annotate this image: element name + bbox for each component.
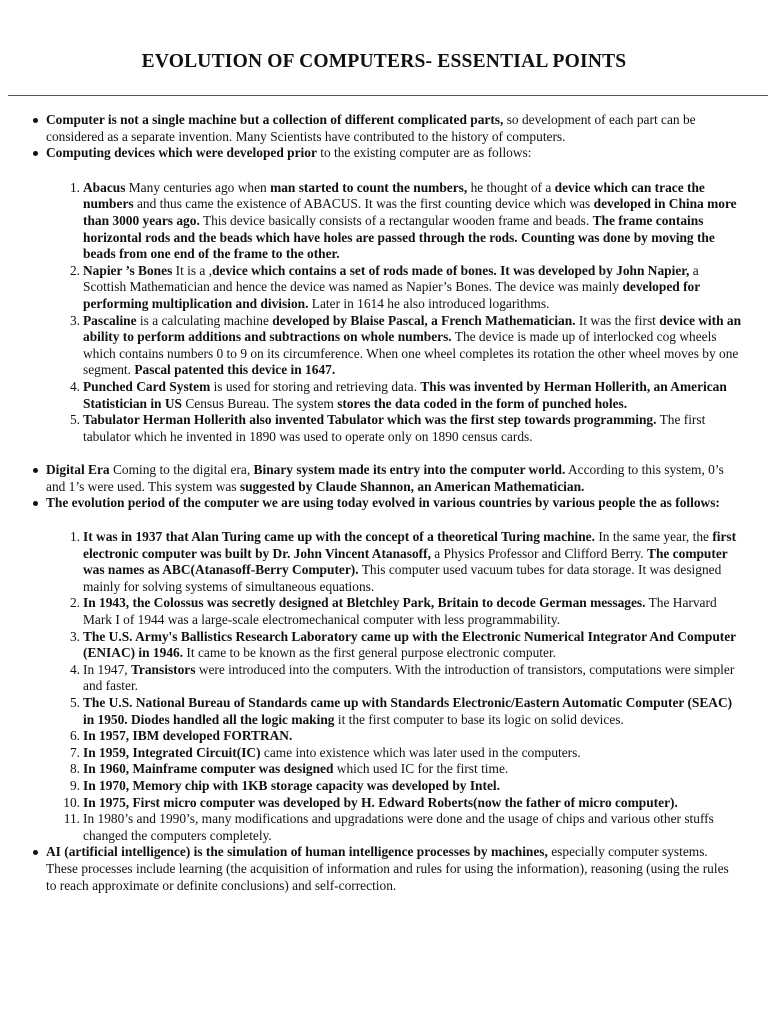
list-item-colossus: 2. In 1943, the Colossus was secretly designed at Bletchley Park, Britain to decode German messages. The Harvard Mark I of 1944 was a large-scale electromechanical computer with less programmability. — [69, 595, 717, 628]
evolution-list — [46, 529, 742, 844]
list-item-eniac: 3. The U.S. Army's Ballistics Research Laboratory came up with the Electronic Numerical Integrator And Computer (ENIAC) in 1946. It came to be known as the first general purpose electronic computer. — [69, 628, 736, 661]
list-item-transistors: 4. In 1947, Transistors were introduced into the computers. With the introduction of transistors, computations were simpler and faster. — [69, 661, 735, 694]
list-item-napiers-bones: 2. Napier ’s Bones It is a ,device which contains a set of rods made of bones. It was developed by John Napier, a Scottish Mathematician and hence the device was named as Napier’s Bones. The device was mainly developed for performing multiplication and division. Later in 1614 he also introduced logarithms. — [69, 262, 700, 311]
list-item-punched-card: 4. Punched Card System is used for storing and retrieving data. This was invented by Herman Hollerith, an American Statistician in US Census Bureau. The system stores the data coded in the form of punched holes. — [69, 378, 727, 411]
bullet-computer-parts: Computer is not a single machine but a collection of different complicated parts, so development of each part can be considered as a separate invention. Many Scientists have contributed to the history of computers. — [46, 112, 742, 145]
list-item-fortran: 6. In 1957, IBM developed FORTRAN. — [69, 728, 293, 744]
bullet-digital-era: Digital Era Coming to the digital era, Binary system made its entry into the computer world. According to this system, 0’s and 1’s were used. This system was suggested by Claude Shannon, an American Mathematician. — [46, 462, 742, 495]
list-item-memory-chip: 9. In 1970, Memory chip with 1KB storage capacity was developed by Intel. — [69, 777, 500, 793]
list-item-1980s-1990s: 11. In 1980’s and 1990’s, many modifications and upgradations were done and the usage of chips and various other stuffs changed the computers completely. — [63, 811, 714, 843]
list-item-tabulator: 5. Tabulator Herman Hollerith also invented Tabulator which was the first step towards programming. The first tabulator which he invented in 1890 was used to operate only on 1890 census cards. — [69, 412, 706, 444]
document-body — [46, 112, 742, 894]
list-item-abacus: 1. Abacus Many centuries ago when man started to count the numbers, he thought of a device which can trace the numbers and thus came the existence of ABACUS. It was the first counting device which was developed in China more than 3000 years ago. This device basically consists of a rectangular wooden frame and beads. The frame contains horizontal rods and the beads which have holes are passed through the rods. Counting was done by moving the beads from one end of the frame to the other. — [69, 179, 737, 262]
bullet-computing-devices: Computing devices which were developed prior to the existing computer are as follows: — [46, 145, 742, 162]
bullet-evolution-period: The evolution period of the computer we are using today evolved in various countries by various people the as follows: — [46, 495, 742, 512]
list-item-integrated-circuit: 7. In 1959, Integrated Circuit(IC) came into existence which was later used in the computers. — [69, 744, 581, 760]
title-divider — [8, 95, 768, 96]
list-item-mainframe: 8. In 1960, Mainframe computer was designed which used IC for the first time. — [69, 761, 509, 777]
list-item-seac: 5. The U.S. National Bureau of Standards came up with Standards Electronic/Eastern Automatic Computer (SEAC) in 1950. Diodes handled all the logic making it the first computer to base its logic on solid devices. — [69, 695, 733, 727]
list-item-micro-computer: 10. In 1975, First micro computer was developed by H. Edward Roberts(now the father of micro computer). — [63, 794, 678, 810]
list-item-turing: 1. It was in 1937 that Alan Turing came up with the concept of a theoretical Turing machine. In the same year, the first electronic computer was built by Dr. John Vincent Atanasoff, a Physics Professor and Clifford Berry. The computer was names as ABC(Atanasoff-Berry Computer). This computer used vacuum tubes for data storage. It was designed mainly for solving systems of simultaneous equations. — [69, 529, 737, 594]
early-devices-list — [46, 180, 742, 446]
page-title: EVOLUTION OF COMPUTERS- ESSENTIAL POINTS — [141, 51, 627, 72]
list-item-pascaline: 3. Pascaline is a calculating machine developed by Blaise Pascal, a French Mathematician. It was the first device with an ability to perform additions and subtractions on whole numbers. The device is made up of interlocked cog wheels which contains numbers 0 to 9 on its circumference. When one wheel completes its rotation the other wheel moves by one segment. Pascal patented this device in 1647. — [69, 312, 742, 378]
bullet-ai: AI (artificial intelligence) is the simulation of human intelligence processes by machines, especially computer systems. These processes include learning (the acquisition of information and rules for using the information), reasoning (using the rules to reach approximate or definite conclusions) and self-correction. — [46, 844, 742, 894]
